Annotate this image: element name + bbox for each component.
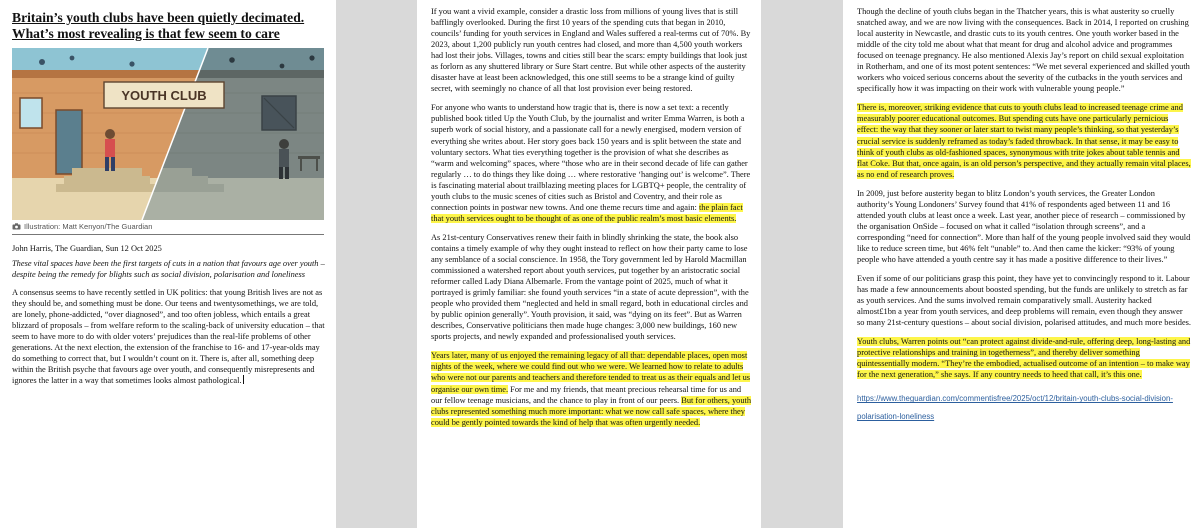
page3-paragraph-1: Though the decline of youth clubs began in the Thatcher years, this is what austerity so cruelly snatched away, and we are now living with the consequences. Back in 2014, I reported on crushing local austerity in Newcastle, and drastic cuts to its youth centres. One youth worker based in the middle of the city told me about what that meant for drug and alcohol advice and programmes focused on teenage pregnancy. He also mentioned Alexis Jay’s report on child sexual exploitation in Rotherham, and one of its most potent sentences: “We met several experienced and skilled youth workers who voiced serious concerns about the severity of the cutbacks in the youth services and specifically how it was impacting on their work with vulnerable young people.”	[857, 7, 1190, 94]
credit-text: Illustration: Matt Kenyon/The Guardian	[24, 222, 153, 231]
sign-text: YOUTH CLUB	[121, 88, 207, 103]
page3-paragraph-4: Even if some of our politicians grasp this point, they have yet to convincingly respond to it. Labour has made a few announcements about boosted spending, but the funds are unlikely to stretch as far as youth services. And the sums involved remain comparatively small. Austerity hacked almost£1bn a year from youth services, and deep problems will remain, even though they answer so many 21st-century questions – about social division, polarised attitudes, and much more besides.	[857, 274, 1192, 328]
text-cursor	[243, 375, 244, 384]
headline-line-1: Britain’s youth clubs have been quietly decimated.	[12, 10, 305, 25]
page2-paragraph-3: As 21st-century Conservatives renew their faith in blindly shrinking the state, the book also contains a timely example of why they ought instead to reflect on how their party came to lose any semblance of a social conscience. In 1958, the Tory government led by Harold Macmillan commissioned a watershed report about youth services, put together by an aristocratic social reformer called Lady Diana Albemarle. From the vantage point of 2025, much of what it portrayed is grimly familiar: she found youth services “in a state of acute depression”, with the people who provided them “neglected and held in small regard, both in educational circles and by public opinion generally”. Youth provision, it said, was “dying on its feet”. But as Warren describes, Conservative politicians then made huge changes: 3,000 new buildings, 160 new sports projects, and newly expanded and professionalised youth services.	[431, 232, 749, 342]
standfirst: These vital spaces have been the first targets of cuts in a nation that favours age over youth – despite being the remedy for blights such as social division, polarisation and loneliness	[12, 259, 325, 279]
headline-line-2: What’s most revealing is that few seem to care	[12, 26, 280, 41]
page3-paragraph-3: In 2009, just before austerity began to blitz London’s youth services, the Greater London authority’s Young Londoners’ Survey found that 41% of respondents aged between 11 and 16 attended youth clubs at least once a week. Last year, another piece of research – commissioned by the organisation OnSide – focused on what it called “isolation through screens”, and a corresponding “need for connection”. More than half of the young people involved said they would like to reduce screen time, but 46% felt “unable” to. And then came the kicker: “93% of young people who have attended a youth centre say it has made a positive difference to their lives.”	[857, 188, 1191, 264]
highlight: But for others, youth clubs represented something much more important: what we now call safe spaces, where they could be gently pointed towards the kind of help that was often urgently needed.	[431, 395, 752, 427]
source-url-link[interactable]: https://www.theguardian.com/commentisfree/2025/oct/12/britain-youth-clubs-social-division-polarisation-loneliness	[857, 394, 1173, 422]
divider	[12, 234, 324, 235]
page2-paragraph-1: If you want a vivid example, consider a drastic loss from millions of young lives that is still bafflingly overlooked. During the first 10 years of the spending cuts that began in 2010, councils’ funding for youth services in England and Wales suffered a real-terms cut of 70%. By 2023, about 1,200 publicly run youth centres had closed, and more than 4,500 youth workers had lost their jobs. Villages, towns and cities still bear the scars: empty buildings that look just as forlorn as any shuttered library or Sure Start centre. But while other aspects of the austerity disaster have at least been acknowledged, this one still seems to be a strange kind of guilty secret, with seemingly no chance of all that lost provision ever being restored.	[431, 7, 751, 94]
article-headline	[12, 10, 330, 42]
byline: John Harris, The Guardian, Sun 12 Oct 2025	[12, 244, 162, 253]
highlight: Years later, many of us enjoyed the remaining legacy of all that: dependable places, open most nights of the week, where we could find out who we were. We learned how to relate to adults who were not our parents and teachers and therefore tended to treat us as their equals and let us organise our own time.	[431, 351, 751, 394]
camera-icon	[12, 223, 21, 230]
image-credit	[12, 222, 330, 231]
page-2	[417, 0, 761, 528]
page-3	[843, 0, 1199, 528]
highlight: Youth clubs, Warren points out “can protect against divide-and-rule, offering deep, long-lasting and protective relationships and training in togetherness”, and thereby deliver something quintessentially modern. “They’re the embodied, actualised outcome of an intention – to make way for the next generation,” she says. If any country needs to heed that call, it’s this one.	[857, 337, 1191, 380]
page3-paragraph-5	[857, 336, 1191, 380]
page2-paragraph-4: Years later, many of us enjoyed the remaining legacy of all that: dependable places, open most nights of the week, where we could find out who we were. We learned how to relate to adults who were not our parents and teachers and therefore tended to treat us as their equals and let us organise our own time. For me and my friends, that meant precious rehearsal time for us and our fellow teenage musicians, and the chance to play in front of our peers. But for others, youth clubs represented something much more important: what we now call safe spaces, where they could be gently pointed towards the kind of help that was often urgently needed.	[431, 351, 752, 427]
page1-paragraph-1: A consensus seems to have recently settled in UK politics: that young British lives are not as they should be, and something must be done. Our teens and twentysomethings, we are told, are lonely, phone-addicted, “over diagnosed”, and too often jobless, which entails a great blizzard of proposals – from welfare reform to the scaling-back of university education – that seem to have more to do with older voters’ prejudices than the real-life problems of other generations. At the next election, the extension of the franchise to 16- and 17-year-olds may do something to correct that, but I wouldn’t count on it. There is, after all, something deep within the British psyche that favours age over youth, and consequently misrepresents and ignores the latter in a way that sometimes looks almost pathological.	[12, 288, 325, 386]
youth-club-illustration	[12, 48, 324, 220]
page-1	[0, 0, 336, 528]
page3-paragraph-2	[857, 102, 1191, 179]
highlight: There is, moreover, striking evidence that cuts to youth clubs lead to increased teenage crime and measurably poorer educational outcomes. But spending cuts have one particularly pernicious effect: the way that they sooner or later start to twist many people’s thinking, so that yesterday’s crucial service is suddenly reframed as today’s faded throwback. In that sense, it may be easy to think of youth clubs as old-fashioned spaces, synonymous with trite jokes about table tennis and flat Coke. But that, once again, is an old person’s perspective, and they actually remain vital places, as no end of research proves.	[857, 103, 1191, 179]
page2-paragraph-2: For anyone who wants to understand how tragic that is, there is now a set text: a recently published book titled Up the Youth Club, by the journalist and writer Emma Warren, is both a superb work of social history, and a passionate call for a newly energised, modern version of everything she writes about. Her story goes back 150 years and is split between the state and voluntary sectors. What ties everything together is the provision of what she describes as “warm and welcoming” spaces, where “those who are in their second decade of life can gather regularly … to do things they like doing … where restorative ‘hanging out’ is welcome”. There is fascinating material about trailblazing meeting places for LGBTQ+ people, the centrality of youth clubs to the music scenes of cities such as Bristol and Coventry, and their role as connection points in postwar new towns. And one theme recurs time and again: the plain fact that youth services ought to be thought of as one of the public realm’s most basic elements.	[431, 103, 751, 223]
highlight: the plain fact that youth services ought to be thought of as one of the public realm’s most basic elements.	[431, 202, 743, 223]
